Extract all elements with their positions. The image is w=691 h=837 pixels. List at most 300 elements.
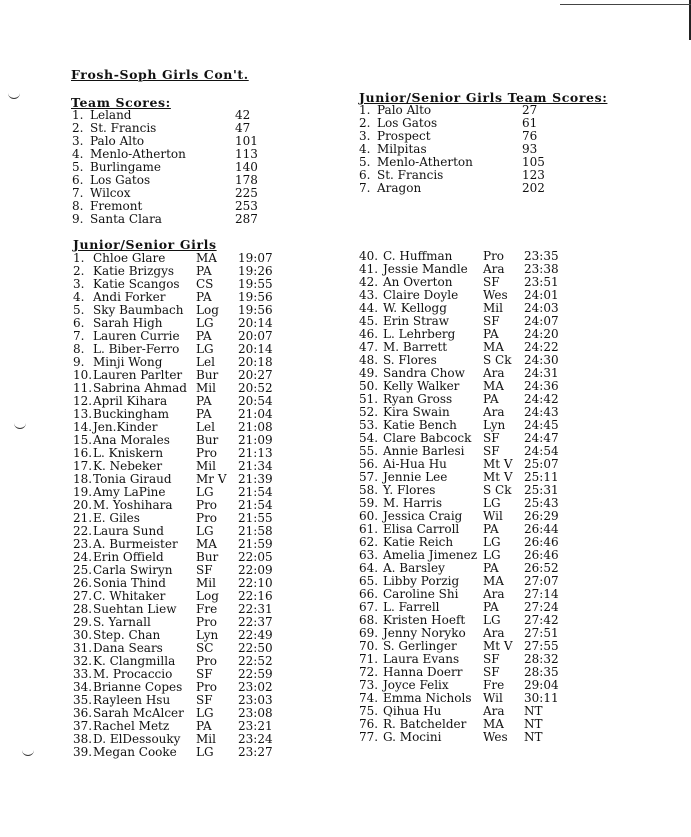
place-cell: 70. [359,639,379,653]
school-cell: PA [483,561,499,575]
runner-name-cell: C. Huffman [383,249,453,263]
runner-name-cell: Libby Porzig [383,574,460,588]
runner-name-cell: Katie Reich [383,535,454,549]
team-name-cell: Fremont [90,199,143,213]
runner-name-cell: Amy LaPine [93,485,166,499]
time-cell: 22:10 [238,576,273,590]
runner-name-cell: Rachel Metz [93,719,170,733]
page-title: Frosh-Soph Girls Con't. [71,67,249,82]
school-cell: MA [196,251,217,265]
team-name-cell: Los Gatos [377,116,438,130]
runner-name-cell: Elisa Carroll [383,522,460,536]
time-cell: 23:24 [238,732,273,746]
scan-line [560,4,691,5]
school-cell: CS [196,277,214,291]
place-cell: 53. [359,418,379,432]
time-cell: 25:31 [524,483,559,497]
team-name-cell: Prospect [377,129,431,143]
team-name-cell: Los Gatos [90,173,151,187]
runner-name-cell: Carla Swiryn [93,563,173,577]
team-name-cell: Menlo-Atherton [90,147,186,161]
score-cell: 253 [235,199,258,213]
school-cell: Pro [483,249,505,263]
school-cell: PA [196,290,212,304]
team-name-cell: Milpitas [377,142,427,156]
school-cell: LG [196,316,214,330]
runner-name-cell: Caroline Shi [383,587,459,601]
time-cell: 26:46 [524,535,559,549]
school-cell: MA [196,537,217,551]
rank-cell: 2. [359,116,371,130]
place-cell: 67. [359,600,379,614]
runner-name-cell: Step. Chan [93,628,161,642]
school-cell: SF [483,314,500,328]
runner-name-cell: Andi Forker [93,290,166,304]
school-cell: Lel [196,420,215,434]
time-cell: 21:08 [238,420,273,434]
school-cell: LG [483,548,501,562]
school-cell: LG [196,342,214,356]
time-cell: 24:20 [524,327,559,341]
time-cell: NT [524,717,543,731]
place-cell: 22. [73,524,93,538]
place-cell: 29. [73,615,93,629]
fs-team-scores-heading: Team Scores: [71,95,171,110]
school-cell: LG [196,485,214,499]
time-cell: 19:56 [238,303,273,317]
school-cell: SF [483,652,500,666]
time-cell: 30:11 [524,691,559,705]
time-cell: 21:39 [238,472,273,486]
school-cell: SF [196,693,213,707]
team-name-cell: Burlingame [90,160,162,174]
school-cell: Fre [196,602,218,616]
school-cell: PA [196,719,212,733]
runner-name-cell: C. Whitaker [93,589,166,603]
school-cell: SF [196,667,213,681]
runner-name-cell: G. Mocini [383,730,442,744]
time-cell: 23:35 [524,249,559,263]
school-cell: PA [483,327,499,341]
time-cell: 27:55 [524,639,559,653]
place-cell: 71. [359,652,379,666]
school-cell: MA [483,717,504,731]
school-cell: Log [196,303,219,317]
school-cell: Pro [196,498,218,512]
time-cell: 20:14 [238,342,273,356]
school-cell: Mil [196,732,216,746]
time-cell: 20:54 [238,394,273,408]
place-cell: 65. [359,574,379,588]
runner-name-cell: Jennie Lee [383,470,448,484]
time-cell: 22:31 [238,602,273,616]
place-cell: 61. [359,522,379,536]
time-cell: 20:07 [238,329,273,343]
score-cell: 27 [522,103,538,117]
runner-name-cell: Katie Brizgys [93,264,175,278]
time-cell: NT [524,704,543,718]
school-cell: S Ck [483,483,512,497]
place-cell: 52. [359,405,379,419]
runner-name-cell: L. Biber-Ferro [93,342,180,356]
time-cell: 22:37 [238,615,273,629]
runner-name-cell: Sarah High [93,316,163,330]
runner-name-cell: Laura Evans [383,652,460,666]
js-team-scores-heading: Junior/Senior Girls Team Scores: [359,90,608,105]
place-cell: 54. [359,431,379,445]
school-cell: PA [196,407,212,421]
runner-name-cell: Megan Cooke [93,745,177,759]
runner-name-cell: Jen.Kinder [93,420,158,434]
school-cell: Bur [196,368,219,382]
place-cell: 43. [359,288,379,302]
place-cell: 20. [73,498,93,512]
place-cell: 44. [359,301,379,315]
team-name-cell: Santa Clara [90,212,162,226]
place-cell: 41. [359,262,379,276]
runner-name-cell: Y. Flores [383,483,436,497]
score-cell: 140 [235,160,258,174]
place-cell: 32. [73,654,93,668]
school-cell: PA [196,394,212,408]
place-cell: 77. [359,730,379,744]
runner-name-cell: Kira Swain [383,405,450,419]
school-cell: Ara [483,262,505,276]
time-cell: 20:18 [238,355,273,369]
place-cell: 21. [73,511,93,525]
time-cell: 27:51 [524,626,559,640]
place-cell: 75. [359,704,379,718]
place-cell: 18. [73,472,93,486]
place-cell: 25. [73,563,93,577]
score-cell: 178 [235,173,258,187]
runner-name-cell: W. Kellogg [383,301,447,315]
place-cell: 13. [73,407,93,421]
runner-name-cell: R. Batchelder [383,717,467,731]
runner-name-cell: Tonia Giraud [93,472,172,486]
school-cell: MA [483,574,504,588]
place-cell: 23. [73,537,93,551]
school-cell: SF [483,444,500,458]
place-cell: 58. [359,483,379,497]
time-cell: 24:03 [524,301,559,315]
place-cell: 60. [359,509,379,523]
runner-name-cell: Chloe Glare [93,251,166,265]
time-cell: 19:56 [238,290,273,304]
place-cell: 48. [359,353,379,367]
time-cell: 21:55 [238,511,273,525]
time-cell: 24:47 [524,431,559,445]
school-cell: Mil [196,576,216,590]
js-individual-heading: Junior/Senior Girls [73,237,217,252]
school-cell: Pro [196,615,218,629]
runner-name-cell: Rayleen Hsu [93,693,171,707]
school-cell: LG [196,706,214,720]
time-cell: 29:04 [524,678,559,692]
place-cell: 37. [73,719,93,733]
time-cell: 24:36 [524,379,559,393]
place-cell: 33. [73,667,93,681]
place-cell: 40. [359,249,379,263]
school-cell: Mil [483,301,503,315]
time-cell: 19:07 [238,251,273,265]
runner-name-cell: Katie Scangos [93,277,180,291]
score-cell: 105 [522,155,545,169]
place-cell: 68. [359,613,379,627]
runner-name-cell: Joyce Felix [383,678,449,692]
school-cell: PA [196,264,212,278]
runner-name-cell: Minji Wong [93,355,163,369]
runner-name-cell: Buckingham [93,407,170,421]
runner-name-cell: Laura Sund [93,524,164,538]
school-cell: Pro [196,654,218,668]
score-cell: 202 [522,181,545,195]
time-cell: 23:38 [524,262,559,276]
runner-name-cell: Jessie Mandle [383,262,468,276]
runner-name-cell: April Kihara [93,394,168,408]
school-cell: Lyn [483,418,506,432]
place-cell: 50. [359,379,379,393]
time-cell: 22:52 [238,654,273,668]
score-cell: 61 [522,116,538,130]
place-cell: 31. [73,641,93,655]
place-cell: 73. [359,678,379,692]
runner-name-cell: Clare Babcock [383,431,472,445]
place-cell: 5. [73,303,85,317]
school-cell: LG [483,496,501,510]
rank-cell: 5. [359,155,371,169]
time-cell: 22:16 [238,589,273,603]
school-cell: Bur [196,550,219,564]
school-cell: Bur [196,433,219,447]
place-cell: 30. [73,628,93,642]
school-cell: Wil [483,691,503,705]
school-cell: Ara [483,587,505,601]
place-cell: 2. [73,264,85,278]
runner-name-cell: Katie Bench [383,418,457,432]
place-cell: 66. [359,587,379,601]
time-cell: 21:04 [238,407,273,421]
team-name-cell: Leland [90,108,132,122]
time-cell: 24:22 [524,340,559,354]
place-cell: 74. [359,691,379,705]
school-cell: S Ck [483,353,512,367]
time-cell: 20:52 [238,381,273,395]
runner-name-cell: Lauren Parlter [93,368,183,382]
time-cell: 27:07 [524,574,559,588]
runner-name-cell: L. Lehrberg [383,327,456,341]
place-cell: 9. [73,355,85,369]
runner-name-cell: S. Flores [383,353,437,367]
score-cell: 225 [235,186,258,200]
place-cell: 38. [73,732,93,746]
school-cell: Mt V [483,470,513,484]
runner-name-cell: A. Burmeister [93,537,178,551]
score-cell: 113 [235,147,258,161]
rank-cell: 1. [359,103,371,117]
time-cell: 23:21 [238,719,273,733]
time-cell: 25:43 [524,496,559,510]
runner-name-cell: M. Procaccio [93,667,173,681]
school-cell: SF [483,275,500,289]
school-cell: Lyn [196,628,219,642]
time-cell: 24:45 [524,418,559,432]
school-cell: Ara [483,366,505,380]
place-cell: 7. [73,329,85,343]
school-cell: Lel [196,355,215,369]
score-cell: 76 [522,129,538,143]
school-cell: PA [483,392,499,406]
school-cell: Log [196,589,219,603]
runner-name-cell: Erin Straw [383,314,450,328]
time-cell: 23:27 [238,745,273,759]
time-cell: 21:58 [238,524,273,538]
runner-name-cell: M. Harris [383,496,443,510]
place-cell: 16. [73,446,93,460]
place-cell: 69. [359,626,379,640]
runner-name-cell: L. Farrell [383,600,440,614]
score-cell: 101 [235,134,258,148]
school-cell: LG [196,745,214,759]
school-cell: Wes [483,730,508,744]
rank-cell: 4. [359,142,371,156]
school-cell: Pro [196,446,218,460]
runner-name-cell: Sandra Chow [383,366,465,380]
school-cell: Pro [196,511,218,525]
place-cell: 14. [73,420,93,434]
time-cell: 21:54 [238,485,273,499]
time-cell: 24:42 [524,392,559,406]
runner-name-cell: Sonia Thind [93,576,166,590]
place-cell: 34. [73,680,93,694]
runner-name-cell: Kristen Hoeft [383,613,466,627]
runner-name-cell: Jessica Craig [383,509,463,523]
runner-name-cell: An Overton [383,275,453,289]
runner-name-cell: Jenny Noryko [383,626,466,640]
time-cell: 20:14 [238,316,273,330]
rank-cell: 4. [72,147,84,161]
place-cell: 35. [73,693,93,707]
rank-cell: 8. [72,199,84,213]
time-cell: 26:44 [524,522,559,536]
place-cell: 49. [359,366,379,380]
place-cell: 62. [359,535,379,549]
place-cell: 26. [73,576,93,590]
runner-name-cell: Lauren Currie [93,329,180,343]
time-cell: 22:59 [238,667,273,681]
rank-cell: 2. [72,121,84,135]
rank-cell: 1. [72,108,84,122]
time-cell: 24:01 [524,288,559,302]
school-cell: PA [196,329,212,343]
time-cell: 25:07 [524,457,559,471]
place-cell: 56. [359,457,379,471]
school-cell: Wil [483,509,503,523]
school-cell: SC [196,641,214,655]
place-cell: 42. [359,275,379,289]
runner-name-cell: K. Clangmilla [93,654,176,668]
time-cell: 26:52 [524,561,559,575]
school-cell: PA [483,600,499,614]
place-cell: 15. [73,433,93,447]
time-cell: 21:34 [238,459,273,473]
runner-name-cell: Annie Barlesi [383,444,465,458]
place-cell: 59. [359,496,379,510]
time-cell: 24:31 [524,366,559,380]
runner-name-cell: Emma Nichols [383,691,472,705]
time-cell: 19:55 [238,277,273,291]
rank-cell: 6. [72,173,84,187]
time-cell: 24:07 [524,314,559,328]
time-cell: 26:29 [524,509,559,523]
time-cell: 21:59 [238,537,273,551]
place-cell: 1. [73,251,85,265]
school-cell: LG [483,535,501,549]
school-cell: Ara [483,405,505,419]
school-cell: Mr V [196,472,227,486]
place-cell: 57. [359,470,379,484]
place-cell: 27. [73,589,93,603]
school-cell: LG [483,613,501,627]
time-cell: 21:54 [238,498,273,512]
score-cell: 93 [522,142,538,156]
time-cell: 27:14 [524,587,559,601]
runner-name-cell: Brianne Copes [93,680,183,694]
place-cell: 36. [73,706,93,720]
place-cell: 45. [359,314,379,328]
runner-name-cell: Ana Morales [93,433,170,447]
school-cell: Mil [196,381,216,395]
runner-name-cell: Qihua Hu [383,704,442,718]
time-cell: 24:54 [524,444,559,458]
place-cell: 8. [73,342,85,356]
place-cell: 46. [359,327,379,341]
runner-name-cell: Sarah McAlcer [93,706,184,720]
runner-name-cell: Sabrina Ahmad [93,381,187,395]
school-cell: LG [196,524,214,538]
place-cell: 10. [73,368,93,382]
place-cell: 19. [73,485,93,499]
place-cell: 3. [73,277,85,291]
place-cell: 47. [359,340,379,354]
score-cell: 123 [522,168,545,182]
runner-name-cell: M. Barrett [383,340,448,354]
school-cell: SF [483,431,500,445]
runner-name-cell: M. Yoshihara [93,498,173,512]
runner-name-cell: Amelia Jimenez [383,548,478,562]
school-cell: Ara [483,626,505,640]
runner-name-cell: K. Nebeker [93,459,163,473]
team-name-cell: Aragon [377,181,422,195]
time-cell: 23:51 [524,275,559,289]
runner-name-cell: Erin Offield [93,550,164,564]
school-cell: MA [483,379,504,393]
team-name-cell: Wilcox [90,186,131,200]
rank-cell: 5. [72,160,84,174]
score-cell: 47 [235,121,251,135]
rank-cell: 7. [72,186,84,200]
time-cell: 22:09 [238,563,273,577]
place-cell: 12. [73,394,93,408]
place-cell: 24. [73,550,93,564]
place-cell: 63. [359,548,379,562]
school-cell: Mil [196,459,216,473]
runner-name-cell: A. Barsley [383,561,445,575]
score-cell: 42 [235,108,251,122]
time-cell: 28:35 [524,665,559,679]
scan-mark [22,750,34,756]
runner-name-cell: S. Yarnall [93,615,151,629]
